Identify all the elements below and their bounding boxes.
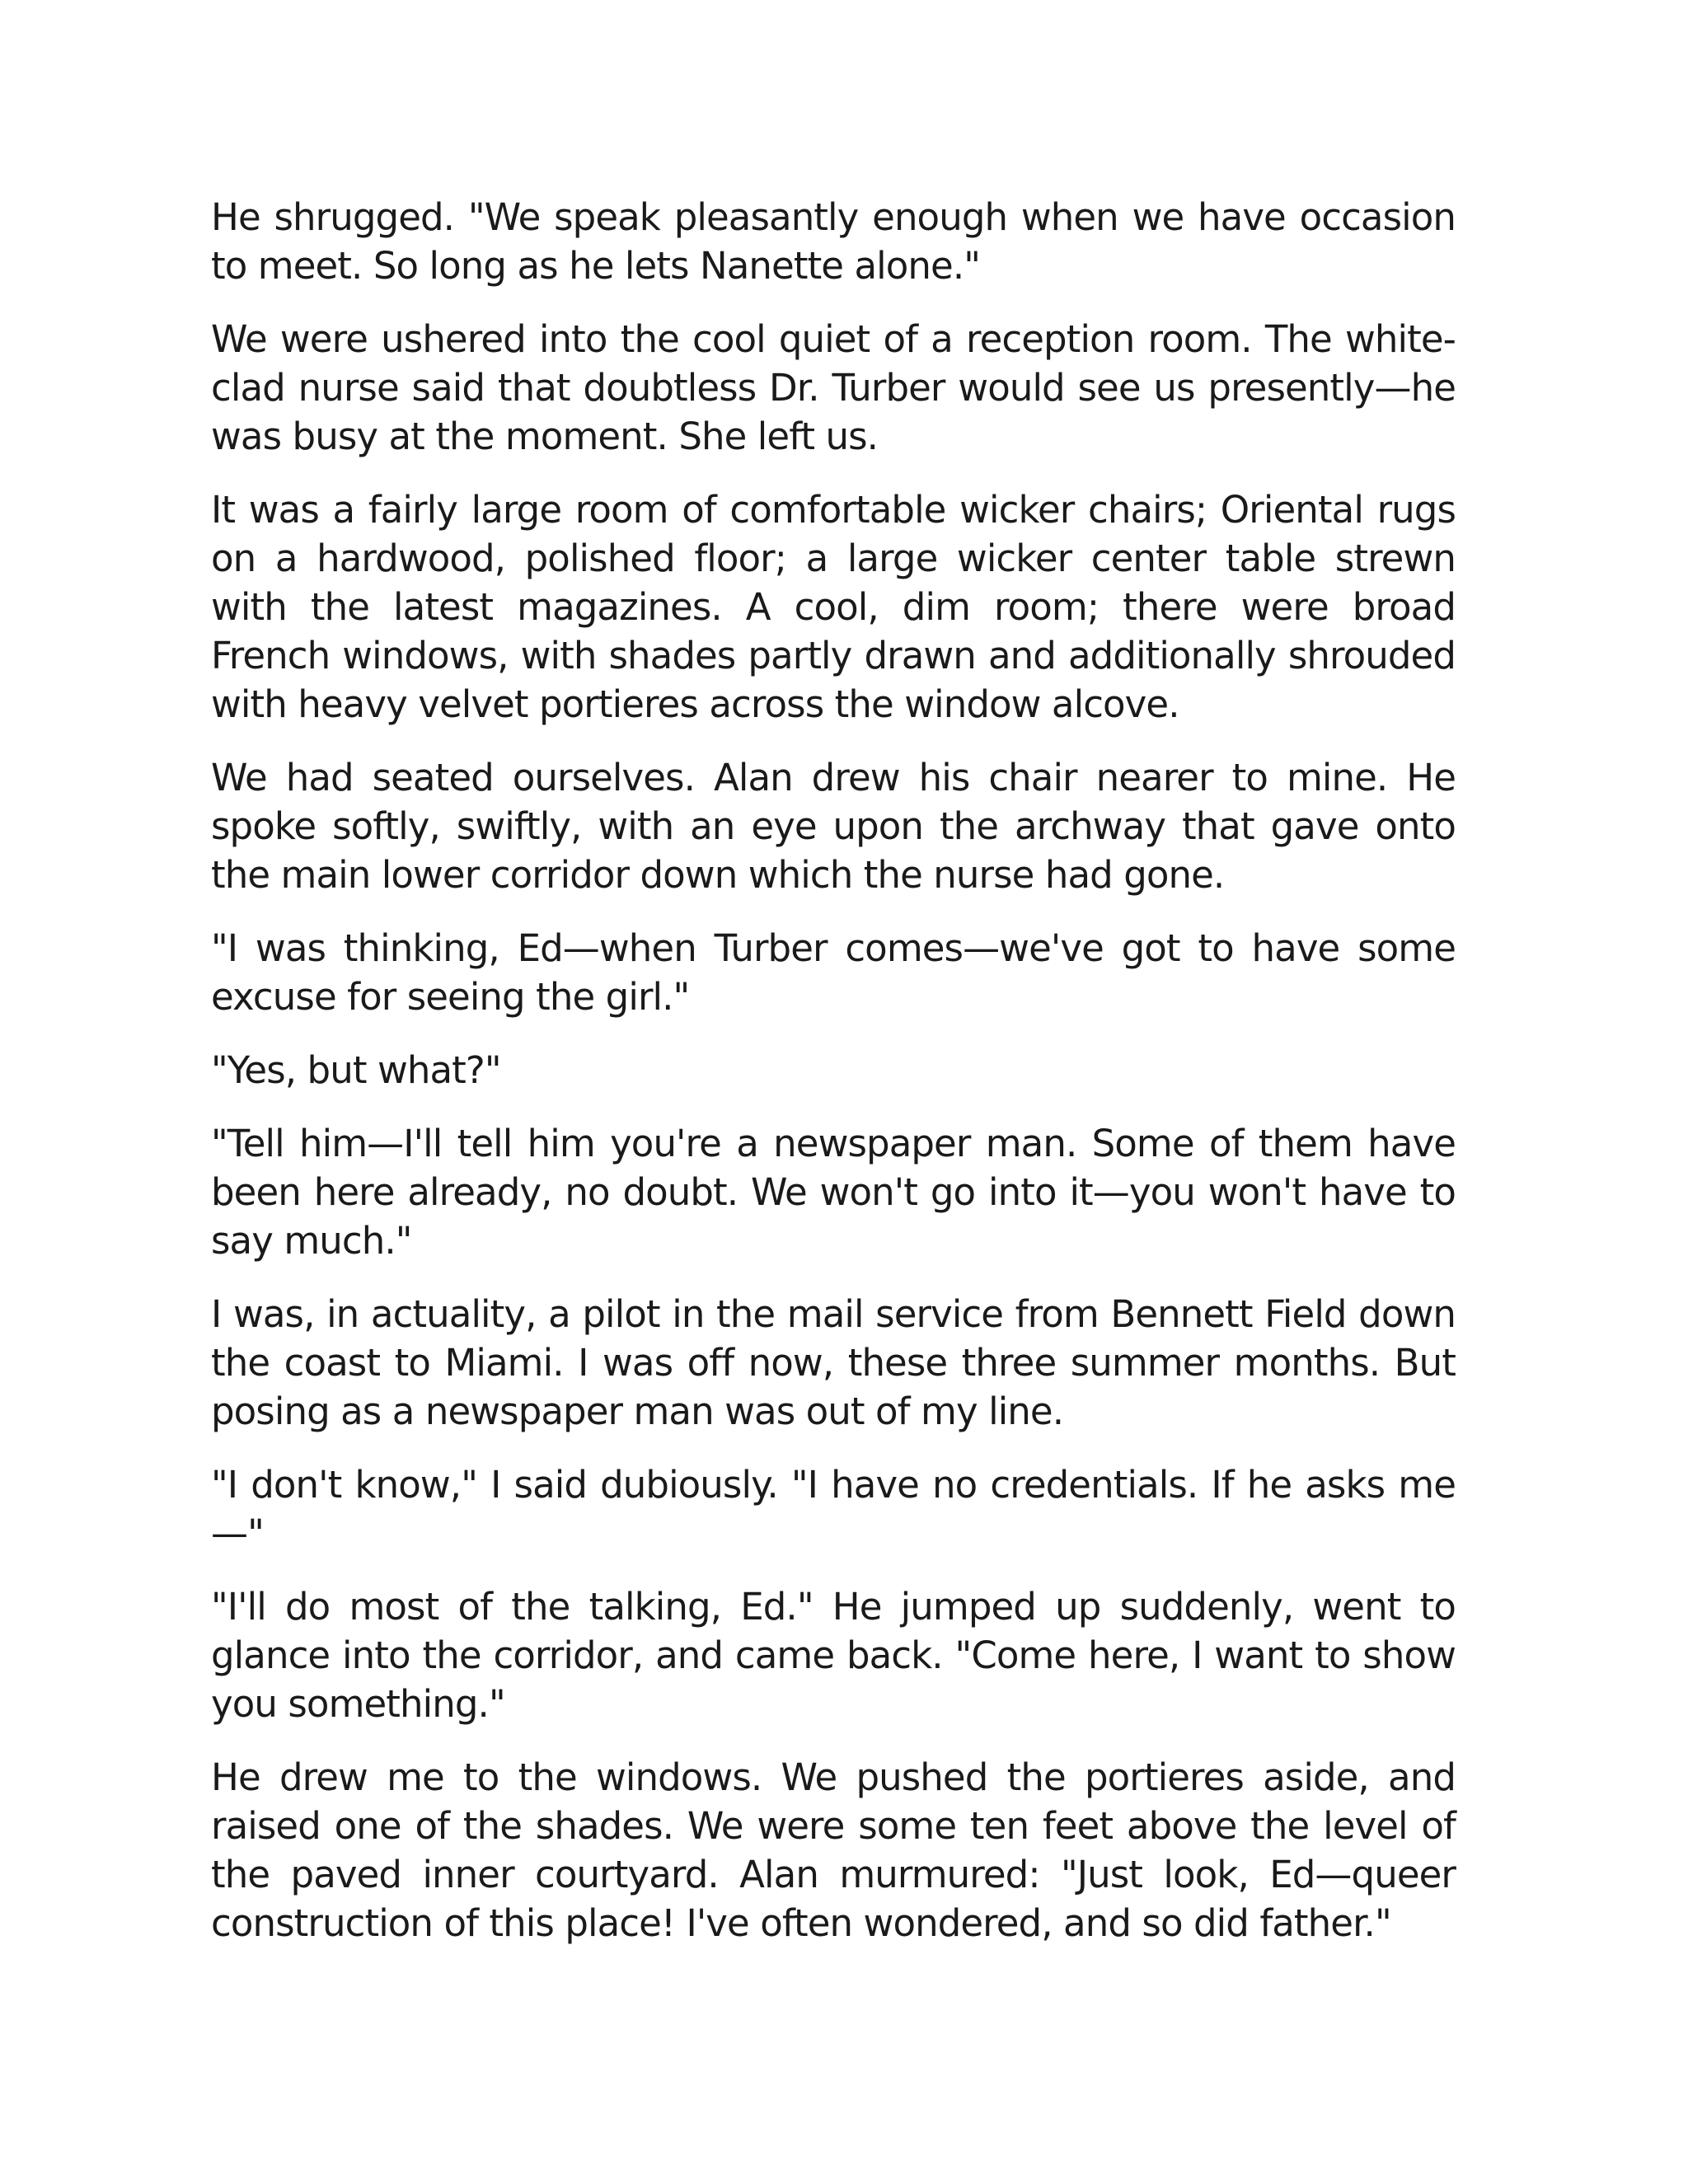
paragraph: "Yes, but what?" [211, 1048, 501, 1092]
paragraph: I was, in actuality, a pilot in the mail service from Bennett Field down the coast to Miami. I was off now, these three summer months. But posing as a newspaper man was out of my line. [211, 1292, 1456, 1433]
paragraph: "I was thinking, Ed—when Turber comes—we've got to have some excuse for seeing the girl." [211, 926, 1456, 1019]
document-page [211, 193, 1456, 1972]
paragraph: It was a fairly large room of comfortable wicker chairs; Oriental rugs on a hardwood, polished floor; a large wicker center table strewn with the latest magazines. A cool, dim room; there were broad French windows, with shades partly drawn and additionally shrouded with heavy velvet portieres across the window alcove. [211, 488, 1456, 726]
paragraph: He drew me to the windows. We pushed the portieres aside, and raised one of the shades. We were some ten feet above the level of the paved inner courtyard. Alan murmured: "Just look, Ed—queer construction of this place! I've often wondered, and so did father." [211, 1755, 1456, 1945]
paragraph: "Tell him—I'll tell him you're a newspaper man. Some of them have been here already, no doubt. We won't go into it—you won't have to say much." [211, 1122, 1456, 1263]
paragraph: We were ushered into the cool quiet of a reception room. The white-clad nurse said that doubtless Dr. Turber would see us presently—he was busy at the moment. She left us. [211, 317, 1456, 458]
paragraph: "I don't know," I said dubiously. "I have no credentials. If he asks me —" [211, 1463, 1456, 1555]
paragraph: He shrugged. "We speak pleasantly enough when we have occasion to meet. So long as he lets Nanette alone." [211, 195, 1456, 288]
paragraph: "I'll do most of the talking, Ed." He jumped up suddenly, went to glance into the corridor, and came back. "Come here, I want to show you something." [211, 1585, 1456, 1726]
paragraph: We had seated ourselves. Alan drew his chair nearer to mine. He spoke softly, swiftly, with an eye upon the archway that gave onto the main lower corridor down which the nurse had gone. [211, 756, 1456, 897]
